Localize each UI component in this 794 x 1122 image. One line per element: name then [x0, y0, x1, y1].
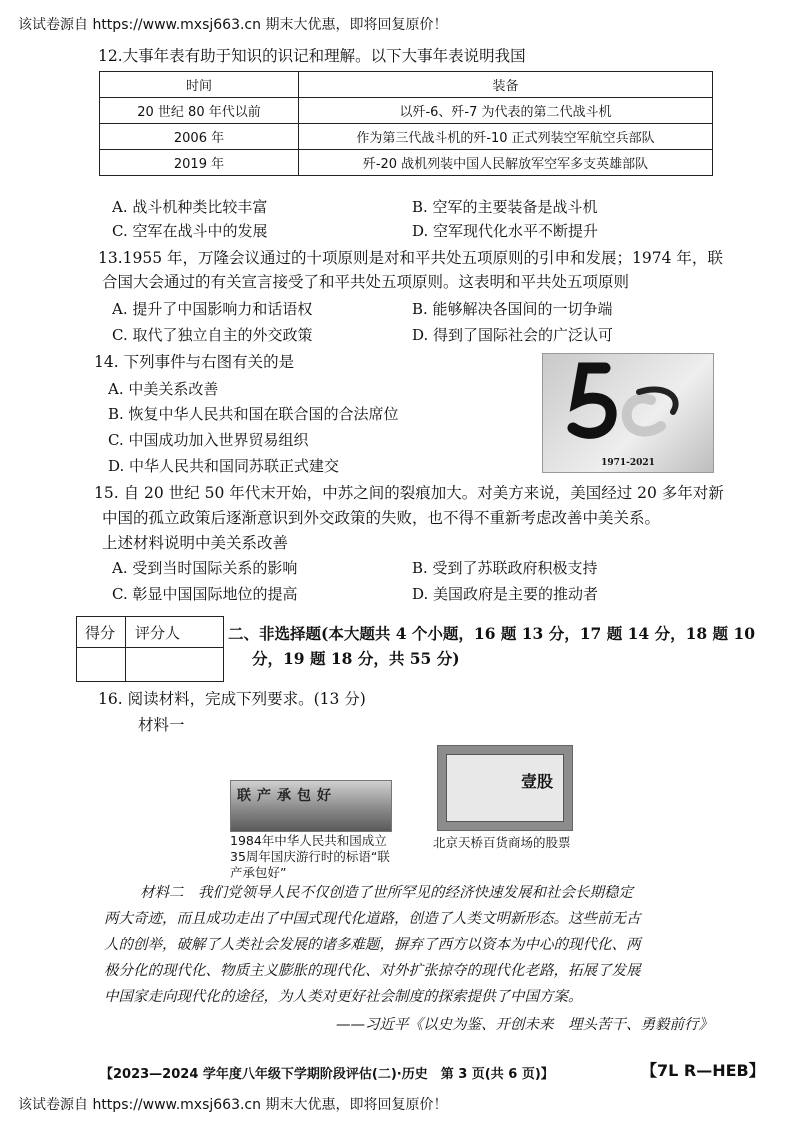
section2-heading-line2: 分，19 题 18 分，共 55 分) [252, 649, 460, 668]
photo-slogan-text: 联产承包好 [237, 788, 337, 804]
table-cell: 2019 年 [100, 150, 299, 176]
table-cell: 歼-20 战机列装中国人民解放军空军多支英雄部队 [299, 150, 713, 176]
q12-option-d: D. 空军现代化水平不断提升 [412, 222, 599, 240]
table-cell: 2006 年 [100, 124, 299, 150]
page-footer-title: 【2023—2024 学年度八年级下学期阶段评估(二)·历史 第 3 页(共 6 页)】 [100, 1067, 554, 1082]
material2-line3: 人的创举，破解了人类社会发展的诸多难题，摒弃了西方以资本为中心的现代化、两 [104, 937, 641, 953]
table-cell: 20 世纪 80 年代以前 [100, 98, 299, 124]
q12-events-table [99, 71, 713, 176]
table-header-row [100, 72, 713, 98]
q12-option-a: A. 战斗机种类比较丰富 [112, 198, 268, 216]
q15-option-d: D. 美国政府是主要的推动者 [412, 585, 599, 603]
section2-heading-line1: 二、非选择题(本大题共 4 个小题，16 题 13 分，17 题 14 分，18 题 10 [228, 624, 756, 643]
material1-label: 材料一 [138, 716, 185, 734]
material2-line2: 两大奇迹，而且成功走出了中国式现代化道路，创造了人类文明新形态。这些前无古 [104, 911, 641, 927]
q14-option-b: B. 恢复中华人民共和国在联合国的合法席位 [108, 405, 399, 423]
q13-option-d: D. 得到了国际社会的广泛认可 [412, 326, 614, 344]
table-header-cell: 装备 [299, 72, 713, 98]
parade-photo-caption: 1984年中华人民共和国成立35周年国庆游行时的标语“联产承包好” [230, 833, 390, 880]
q14-option-c: C. 中国成功加入世界贸易组织 [108, 431, 309, 449]
q14-stem: 14. 下列事件与右图有关的是 [94, 353, 295, 371]
footer-source-note: 该试卷源自 https://www.mxsj663.cn 期末大优惠，即将回复原价！ [18, 1097, 448, 1113]
q13-option-c: C. 取代了独立自主的外交政策 [112, 326, 313, 344]
score-label: 得分 [85, 624, 116, 642]
q13-stem-line1: 13.1955 年，万隆会议通过的十项原则是对和平共处五项原则的引申和发展；1974 年，联 [98, 249, 723, 267]
q15-option-a: A. 受到当时国际关系的影响 [112, 559, 298, 577]
material2-line5: 中国家走向现代化的途径，为人类对更好社会制度的探索提供了中国方案。 [104, 989, 583, 1005]
material2-line1: 材料二 我们党领导人民不仅创造了世所罕见的经济快速发展和社会长期稳定 [140, 885, 633, 901]
q13-option-b: B. 能够解决各国间的一切争端 [412, 300, 613, 318]
grader-label: 评分人 [135, 624, 181, 642]
stock-photo-caption: 北京天桥百货商场的股票 [433, 835, 571, 850]
parade-slogan-photo [230, 780, 392, 832]
table-cell: 作为第三代战斗机的歼-10 正式列装空军航空兵部队 [299, 124, 713, 150]
q15-stem-line2: 中国的孤立政策后逐渐意识到外交政策的失败，也不得不重新考虑改善中美关系。 [102, 509, 661, 527]
stock-certificate-photo [437, 745, 573, 831]
q15-stem-line3: 上述材料说明中美关系改善 [102, 534, 289, 552]
q14-option-a: A. 中美关系改善 [108, 380, 219, 398]
table-row [100, 124, 713, 150]
fifty-logo-graphic [543, 354, 713, 454]
header-source-note: 该试卷源自 https://www.mxsj663.cn 期末大优惠，即将回复原价！ [18, 17, 448, 33]
table-row [100, 150, 713, 176]
score-box [76, 616, 224, 682]
table-cell: 以歼-6、歼-7 为代表的第二代战斗机 [299, 98, 713, 124]
q12-stem: 12.大事年表有助于知识的识记和理解。以下大事年表说明我国 [98, 47, 526, 65]
q15-stem-line1: 15. 自 20 世纪 50 年代末开始，中苏之间的裂痕加大。对美方来说，美国经过 20 多年对新 [94, 484, 724, 502]
q14-option-d: D. 中华人民共和国同苏联正式建交 [108, 457, 340, 475]
q13-stem-line2: 合国大会通过的有关宣言接受了和平共处五项原则。这表明和平共处五项原则 [102, 273, 630, 291]
table-row [100, 98, 713, 124]
material2-citation: ——习近平《以史为鉴、开创未来 埋头苦干、勇毅前行》 [336, 1017, 713, 1033]
anniversary-image-caption: 1971-2021 [601, 458, 655, 468]
q13-option-a: A. 提升了中国影响力和话语权 [112, 300, 313, 318]
table-header-cell: 时间 [100, 72, 299, 98]
q15-option-c: C. 彰显中国国际地位的提高 [112, 585, 298, 603]
q16-stem: 16. 阅读材料，完成下列要求。(13 分) [98, 690, 366, 708]
q15-option-b: B. 受到了苏联政府积极支持 [412, 559, 598, 577]
q12-option-b: B. 空军的主要装备是战斗机 [412, 198, 598, 216]
material2-line4: 极分化的现代化、物质主义膨胀的现代化、对外扩张掠夺的现代化老路，拓展了发展 [104, 963, 641, 979]
anniversary-50-image [542, 353, 714, 473]
stock-certificate-text: 壹股 [520, 772, 553, 791]
q12-option-c: C. 空军在战斗中的发展 [112, 222, 268, 240]
paper-code: 【7L R—HEB】 [641, 1061, 765, 1080]
